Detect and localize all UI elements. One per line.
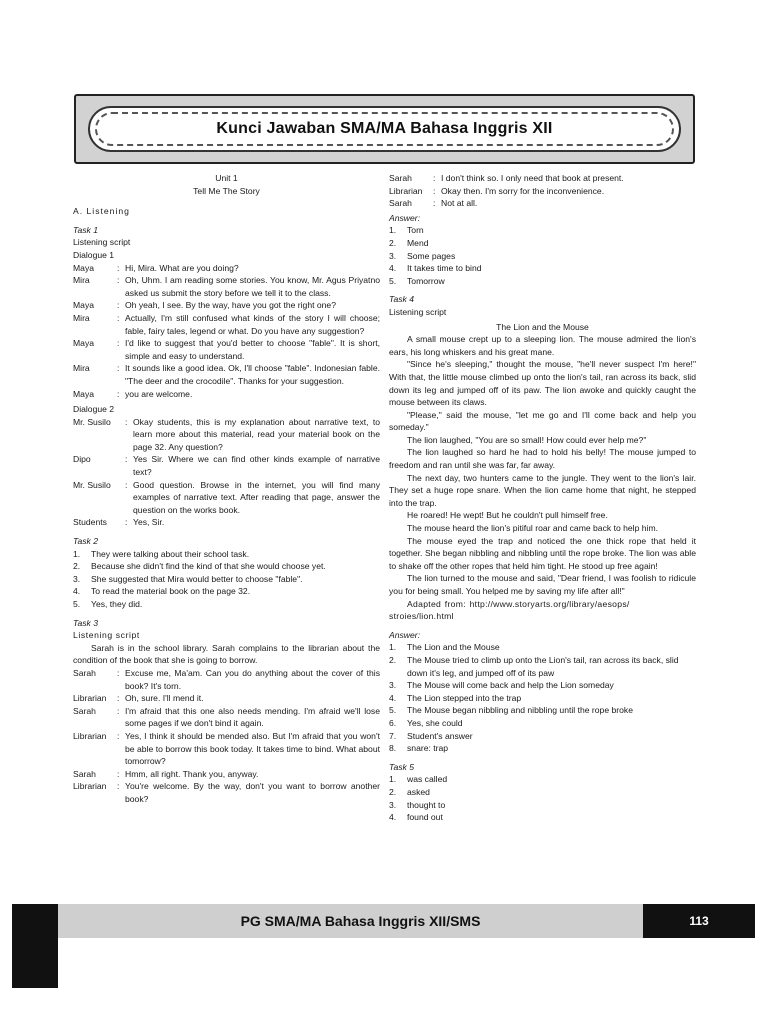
list-item xyxy=(73,560,380,573)
list-item-text: She suggested that Mira would better to choose "fable". xyxy=(91,573,303,584)
list-item-number: 4. xyxy=(389,263,397,274)
task-2-answers xyxy=(73,548,380,611)
dialogue-line xyxy=(389,197,696,210)
list-item-number: 4. xyxy=(73,586,81,597)
dialogue-line xyxy=(73,388,380,401)
dialogue-text: I'd like to suggest that you'd better to choose "fable". It is short, simple and easy to understand. xyxy=(125,338,380,361)
dialogue-text: Oh, Uhm. I am reading some stories. You know, Mr. Agus Priyatno asked us submit the story before we tell it to the class. xyxy=(125,275,380,298)
dialogue-line xyxy=(73,730,380,768)
dialogue-text: Actually, I'm still confused what kinds of the story I will choose; fable, fairy tales, legend or what. Do you have any suggestion? xyxy=(125,312,380,336)
list-item xyxy=(389,742,696,755)
dialogue-3-continued xyxy=(389,172,696,210)
speaker-separator: : xyxy=(117,693,120,704)
list-item xyxy=(389,704,696,717)
list-item xyxy=(389,237,696,250)
story-paragraph: A small mouse crept up to a sleeping lion. The mouse admired the lion's ears, his long whiskers and his great mane. xyxy=(389,334,696,357)
dialogue-line xyxy=(73,453,380,478)
story-paragraph: The lion laughed so hard he had to hold his belly! The mouse jumped to freedom and ran until she was far, far away. xyxy=(389,447,696,471)
dialogue-line xyxy=(73,337,380,362)
speaker-separator: : xyxy=(125,416,128,427)
footer-band xyxy=(58,904,643,938)
list-item xyxy=(389,679,696,692)
dialogue-2-label: Dialogue 2 xyxy=(73,404,115,415)
list-item-text: It takes time to bind xyxy=(407,263,482,274)
speaker-name: Mr. Susilo xyxy=(73,479,111,490)
list-item-text: The Mouse began nibbling and nibbling until the rope broke xyxy=(407,705,633,716)
story-paragraph: The next day, two hunters came to the jungle. They went to the lion's lair. They set a huge rope snare. When the lion came home that night, he stepped into the trap. xyxy=(389,472,696,508)
dialogue-line xyxy=(389,172,696,185)
list-item-number: 2. xyxy=(389,786,397,797)
dialogue-2 xyxy=(73,416,380,529)
list-item-number: 3. xyxy=(389,250,397,261)
speaker-separator: : xyxy=(117,667,120,678)
list-item xyxy=(389,224,696,237)
dialogue-text: Yes, Sir. xyxy=(133,517,165,528)
speaker-separator: : xyxy=(125,517,128,528)
speaker-name: Sarah xyxy=(73,768,96,779)
story-paragraph: The lion turned to the mouse and said, "Dear friend, I was foolish to ridicule you for being small. You helped me by saving my life after all!" xyxy=(389,573,696,596)
list-item-text: The Lion stepped into the trap xyxy=(407,692,522,703)
speaker-name: Maya xyxy=(73,262,95,273)
list-item xyxy=(389,730,696,743)
task-3-answer-label: Answer: xyxy=(389,212,421,223)
dialogue-line xyxy=(73,312,380,337)
list-item xyxy=(389,262,696,275)
list-item-number: 3. xyxy=(73,573,81,584)
dialogue-line xyxy=(389,185,696,198)
story-text xyxy=(389,333,696,597)
list-item xyxy=(73,585,380,598)
list-item-text: found out xyxy=(407,812,443,823)
list-item-number: 1. xyxy=(73,548,81,559)
list-item xyxy=(73,548,380,561)
dialogue-line xyxy=(73,262,380,275)
task-1-script-label: Listening script xyxy=(73,237,131,248)
task-2-label: Task 2 xyxy=(73,536,99,547)
dialogue-line xyxy=(73,705,380,730)
story-paragraph: The mouse eyed the trap and noticed the one thick rope that held it together. She began nibbling and nibbling until the rope broke. The lion was able to shake off the other ropes that held him tight. He stood up free again! xyxy=(389,535,696,571)
unit-number: Unit 1 xyxy=(215,173,238,183)
page-number: 113 xyxy=(689,914,709,928)
list-item xyxy=(389,786,696,799)
speaker-name: Students xyxy=(73,517,107,528)
task-5-answers xyxy=(389,773,696,823)
left-column xyxy=(73,172,380,806)
list-item-text: The Mouse tried to climb up onto the Lion's tail, ran across its back, slid down it's leg, and jumped off of its paw xyxy=(407,654,679,678)
speaker-name: Librarian xyxy=(389,185,423,196)
list-item xyxy=(73,598,380,611)
list-item-number: 3. xyxy=(389,799,397,810)
list-item xyxy=(389,811,696,824)
list-item-text: Because she didn't find the kind of that she would choose yet. xyxy=(91,561,326,572)
list-item xyxy=(389,692,696,705)
dialogue-text: Not at all. xyxy=(441,198,478,209)
list-item-text: snare: trap xyxy=(407,743,449,754)
task-3-answers xyxy=(389,224,696,287)
dialogue-text: Okay students, this is my explanation about narrative text, to learn more about this material, read your material book on the page 32. Any question? xyxy=(133,416,380,452)
dialogue-text: You're welcome. By the way, don't you want to borrow another book? xyxy=(125,781,380,804)
speaker-separator: : xyxy=(117,781,120,792)
speaker-separator: : xyxy=(117,300,120,311)
list-item xyxy=(389,654,696,679)
dialogue-text: Good question. Browse in the internet, you will find many examples of narrative text. After reading that page, answer the question on the works book. xyxy=(133,479,380,515)
speaker-name: Librarian xyxy=(73,693,107,704)
dialogue-text: Hi, Mira. What are you doing? xyxy=(125,262,239,273)
list-item-text: was called xyxy=(407,774,448,785)
speaker-name: Sarah xyxy=(73,667,96,678)
unit-title: Tell Me The Story xyxy=(193,185,260,196)
dialogue-line xyxy=(73,362,380,387)
speaker-separator: : xyxy=(117,363,120,374)
header-pill-dashed-border xyxy=(95,112,674,146)
list-item xyxy=(389,773,696,786)
speaker-name: Mira xyxy=(73,363,90,374)
list-item-text: Yes, she could xyxy=(407,717,463,728)
dialogue-text: Okay then. I'm sorry for the inconvenience. xyxy=(441,185,605,196)
dialogue-text: Excuse me, Ma'am. Can you do anything about the cover of this book? It's torn. xyxy=(125,667,380,691)
list-item-text: To read the material book on the page 32. xyxy=(91,586,251,597)
speaker-separator: : xyxy=(125,454,128,465)
dialogue-text: I'm afraid that this one also needs mending. I'm afraid we'll lose some pages if we don't bind it again. xyxy=(125,705,380,729)
speaker-name: Dipo xyxy=(73,454,91,465)
speaker-separator: : xyxy=(125,479,128,490)
list-item xyxy=(389,641,696,654)
story-paragraph: The lion laughed, "You are so small! How could ever help me?" xyxy=(407,434,647,445)
list-item-text: Tomorrow xyxy=(407,275,445,286)
list-item-number: 2. xyxy=(389,237,397,248)
list-item xyxy=(73,573,380,586)
task-4-label: Task 4 xyxy=(389,294,415,305)
speaker-separator: : xyxy=(433,198,436,209)
speaker-separator: : xyxy=(117,338,120,349)
speaker-separator: : xyxy=(117,275,120,286)
story-source: Adapted from: http://www.storyarts.org/library/aesops/ stroies/lion.html xyxy=(389,598,630,622)
list-item-text: They were talking about their school task. xyxy=(91,548,250,559)
speaker-separator: : xyxy=(117,312,120,323)
list-item-number: 4. xyxy=(389,812,397,823)
dialogue-text: Yes Sir. Where we can find other kinds example of narrative text? xyxy=(133,454,380,478)
list-item-number: 1. xyxy=(389,642,397,653)
list-item-number: 4. xyxy=(389,692,397,703)
speaker-name: Maya xyxy=(73,338,95,349)
section-listening-heading: A. Listening xyxy=(73,206,130,217)
speaker-separator: : xyxy=(433,173,436,183)
list-item-number: 5. xyxy=(73,599,81,609)
page-title: Kunci Jawaban SMA/MA Bahasa Inggris XII xyxy=(216,120,553,137)
list-item-number: 5. xyxy=(389,275,397,286)
task-1-label: Task 1 xyxy=(73,224,99,235)
list-item-text: The Mouse will come back and help the Lion someday xyxy=(407,680,614,691)
speaker-name: Mira xyxy=(73,275,90,286)
list-item-number: 8. xyxy=(389,743,397,754)
dialogue-line xyxy=(73,516,380,529)
task-4-script-label: Listening script xyxy=(389,306,447,317)
dialogue-1-label: Dialogue 1 xyxy=(73,249,115,260)
speaker-name: Maya xyxy=(73,300,95,311)
list-item xyxy=(389,275,696,288)
list-item-number: 2. xyxy=(389,654,397,665)
speaker-separator: : xyxy=(117,388,120,399)
dialogue-text: Yes, I think it should be mended also. But I'm afraid that you won't be able to borrow this book today. It takes time to bind. What about tomorrow? xyxy=(125,730,380,767)
page-number-box xyxy=(643,904,755,938)
dialogue-text: I don't think so. I only need that book at present. xyxy=(441,173,624,183)
list-item-text: Student's answer xyxy=(407,730,473,741)
dialogue-line xyxy=(73,479,380,517)
speaker-separator: : xyxy=(117,768,120,779)
list-item-number: 2. xyxy=(73,561,81,572)
story-paragraph: "Please," said the mouse, "let me go and I'll come back and help you someday." xyxy=(389,409,696,433)
task-3-intro: Sarah is in the school library. Sarah complains to the librarian about the condition of the book that she is going to borrow. xyxy=(73,642,380,666)
dialogue-line xyxy=(73,274,380,299)
dialogue-1 xyxy=(73,262,380,401)
speaker-separator: : xyxy=(117,262,120,273)
footer-title: PG SMA/MA Bahasa Inggris XII/SMS xyxy=(240,913,481,929)
list-item-number: 7. xyxy=(389,730,397,741)
dialogue-line xyxy=(73,667,380,692)
speaker-separator: : xyxy=(117,730,120,741)
speaker-name: Sarah xyxy=(389,173,412,183)
task-4-answer-label: Answer: xyxy=(389,629,421,640)
list-item-number: 1. xyxy=(389,774,397,785)
dialogue-line xyxy=(73,416,380,454)
dialogue-text: It sounds like a good idea. Ok, I'll choose "fable". Indonesian fable. "The deer and the crocodile". Thanks for your suggestion. xyxy=(125,363,380,386)
dialogue-text: you are welcome. xyxy=(125,388,193,399)
footer-black-block xyxy=(12,904,58,988)
dialogue-line xyxy=(73,780,380,805)
list-item-text: asked xyxy=(407,786,430,797)
speaker-name: Mr. Susilo xyxy=(73,416,111,427)
list-item-text: thought to xyxy=(407,799,446,810)
dialogue-3 xyxy=(73,667,380,806)
list-item-text: Mend xyxy=(407,237,429,248)
dialogue-line xyxy=(73,692,380,705)
story-paragraph: The mouse heard the lion's pitiful roar and came back to help him. xyxy=(407,523,658,534)
dialogue-text: Oh, sure. I'll mend it. xyxy=(125,693,204,704)
dialogue-text: Oh yeah, I see. By the way, have you got the right one? xyxy=(125,300,336,311)
list-item-text: Yes, they did. xyxy=(91,599,143,609)
list-item xyxy=(389,250,696,263)
list-item-number: 3. xyxy=(389,680,397,691)
right-column xyxy=(389,172,696,824)
speaker-name: Librarian xyxy=(73,730,107,741)
task-5-label: Task 5 xyxy=(389,761,415,772)
speaker-name: Maya xyxy=(73,388,95,399)
header-pill xyxy=(88,106,681,152)
speaker-separator: : xyxy=(117,705,120,716)
story-paragraph: He roared! He wept! But he couldn't pull himself free. xyxy=(407,510,608,521)
speaker-name: Sarah xyxy=(389,198,412,209)
task-3-script-label: Listening script xyxy=(73,630,140,641)
list-item xyxy=(389,717,696,730)
header-banner xyxy=(74,94,695,164)
list-item-number: 6. xyxy=(389,717,397,728)
list-item-number: 1. xyxy=(389,225,397,236)
list-item-text: The Lion and the Mouse xyxy=(407,642,500,653)
speaker-name: Sarah xyxy=(73,705,96,716)
list-item-text: Some pages xyxy=(407,250,456,261)
dialogue-line xyxy=(73,299,380,312)
speaker-separator: : xyxy=(433,185,436,196)
list-item-number: 5. xyxy=(389,705,397,716)
story-paragraph: "Since he's sleeping," thought the mouse, "he'll never suspect I'm here!" With that, the little mouse climbed up onto the lion's tail, ran across its back, slid down its leg and jumped off of its paw. The lion awoke and quickly caught the mouse between its claws. xyxy=(389,359,696,408)
list-item-text: Torn xyxy=(407,225,424,236)
dialogue-text: Hmm, all right. Thank you, anyway. xyxy=(125,768,259,779)
story-title: The Lion and the Mouse xyxy=(496,321,589,332)
task-3-label: Task 3 xyxy=(73,617,99,628)
task-4-answers xyxy=(389,641,696,754)
dialogue-line xyxy=(73,768,380,781)
list-item xyxy=(389,799,696,812)
speaker-name: Mira xyxy=(73,312,90,323)
speaker-name: Librarian xyxy=(73,781,107,792)
